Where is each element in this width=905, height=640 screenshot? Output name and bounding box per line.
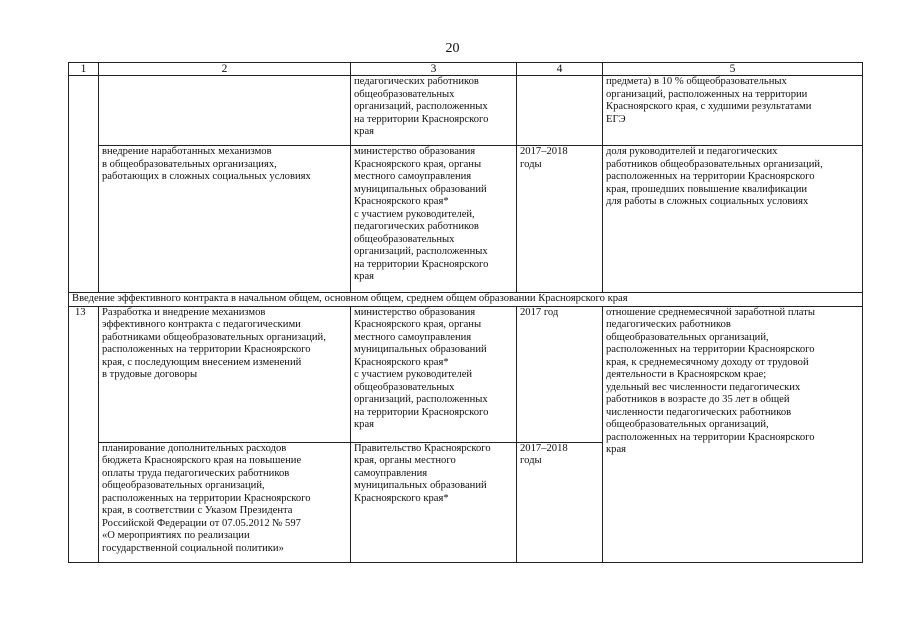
text-line: общеобразовательных [354,233,455,245]
text-line: Красноярского края, органы [354,158,482,170]
text-line: общеобразовательных [354,88,455,100]
text-line: педагогических работников [606,319,731,330]
text-line: работающих в сложных социальных условиях [102,171,311,182]
text-line: 2017–2018 [520,442,568,454]
text-line: края [606,444,627,455]
text-line: Красноярского края* [354,356,449,368]
text-line: Российской Федерации от 07.05.2012 № 597 [102,517,301,529]
activity-cell [99,146,351,293]
text-line: Красноярского края, с худшими результатами [606,101,812,112]
text-line: удельный вес численности педагогических [606,381,801,393]
header-cell: 4 [517,63,603,76]
text-line: работников общеобразовательных организаций, [606,158,823,170]
text-line: педагогических работников [354,76,479,87]
text-line: 2017–2018 [520,146,568,157]
text-line: организаций, расположенных [354,101,488,112]
table-row [69,146,863,293]
text-line: Красноярского края* [354,196,449,207]
text-line: муниципальных образований [354,344,487,355]
header-cell: 5 [603,63,863,76]
activity-cell [99,306,351,442]
text-line: доля руководителей и педагогических [606,146,778,157]
header-cell: 3 [351,63,517,76]
text-line: планирование дополнительных расходов [102,442,287,454]
activity-cell [99,76,351,146]
indicator-cell [603,306,863,562]
section-row [69,293,863,307]
row-number-cell: 13 [69,306,99,562]
text-line: в общеобразовательных организациях, [102,158,277,170]
text-line: предмета) в 10 % общеобразовательных [606,76,787,87]
text-line: общеобразовательных организаций, [606,331,769,343]
text-line: отношение среднемесячной заработной платы [606,306,815,318]
table-row [69,76,863,146]
text-line: годы [520,158,542,170]
text-line: эффективного контракта с педагогическими [102,319,301,330]
text-line: с участием руководителей, [354,208,475,220]
responsible-cell [351,306,517,442]
text-line: годы [520,455,542,466]
responsible-cell [351,146,517,293]
period-cell [517,146,603,293]
text-line: государственной социальной политики» [102,542,284,554]
text-line: внедрение наработанных механизмов [102,146,272,157]
text-line: края, с последующим внесением изменений [102,356,302,368]
text-line: с участием руководителей [354,369,473,380]
text-line: на территории Красноярского [354,113,489,125]
text-line: муниципальных образований [354,480,487,491]
text-line: края [354,126,375,137]
text-line: организаций, расположенных на территории [606,88,808,100]
header-cell: 2 [99,63,351,76]
text-line: численности педагогических работников [606,406,792,418]
measures-table [68,62,863,563]
text-line: педагогических работников [354,221,479,232]
text-line: работниками общеобразовательных организаций, [102,331,326,343]
text-line: расположенных на территории Красноярского [606,171,815,182]
text-line: министерство образования [354,306,476,318]
text-line: «О мероприятиях по реализации [102,530,250,541]
text-line: общеобразовательных [354,381,455,393]
text-line: Красноярского края, органы [354,319,482,330]
text-line: края, прошедших повышение квалификации [606,183,808,195]
row-number-cell [69,76,99,293]
text-line: 2017 год [520,306,559,318]
text-line: общеобразовательных организаций, [102,480,265,491]
text-line: края, в соответствии с Указом Президента [102,505,293,516]
text-line: оплаты труда педагогических работников [102,467,290,479]
text-line: муниципальных образований [354,183,487,195]
period-cell [517,306,603,442]
text-line: на территории Красноярского [354,406,489,418]
text-line: края [354,419,375,430]
responsible-cell [351,76,517,146]
text-line: местного самоуправления [354,331,472,343]
indicator-cell [603,146,863,293]
text-line: организаций, расположенных [354,394,488,405]
text-line: Разработка и внедрение механизмов [102,306,266,318]
text-line: деятельности в Красноярском крае; [606,369,767,380]
text-line: в трудовые договоры [102,369,198,380]
text-line: края, органы местного [354,455,456,466]
text-line: расположенных на территории Красноярского [102,344,311,355]
text-line: расположенных на территории Красноярского [102,492,311,504]
text-line: министерство образования [354,146,476,157]
section-title: Введение эффективного контракта в начальном общем, основном общем, среднем общем образовании Красноярского края [69,293,863,307]
text-line: края, к среднемесячному доходу от трудовой [606,356,809,368]
indicator-cell [603,76,863,146]
header-cell: 1 [69,63,99,76]
text-line: местного самоуправления [354,171,472,182]
text-line: Красноярского края* [354,492,449,504]
period-cell [517,442,603,562]
text-line: края [354,271,375,282]
activity-cell [99,442,351,562]
table-header-row [69,63,863,76]
text-line: бюджета Красноярского края на повышение [102,455,302,466]
table-row [69,306,863,442]
text-line: работников в возрасте до 35 лет в общей [606,394,790,405]
text-line: организаций, расположенных [354,246,488,257]
page-number: 20 [445,41,460,56]
text-line: для работы в сложных социальных условиях [606,196,809,207]
responsible-cell [351,442,517,562]
text-line: на территории Красноярского [354,258,489,270]
text-line: Правительство Красноярского [354,442,491,454]
text-line: самоуправления [354,467,428,479]
text-line: расположенных на территории Красноярского [606,344,815,355]
text-line: общеобразовательных организаций, [606,419,769,430]
text-line: расположенных на территории Красноярского [606,431,815,443]
text-line: ЕГЭ [606,113,626,125]
period-cell [517,76,603,146]
